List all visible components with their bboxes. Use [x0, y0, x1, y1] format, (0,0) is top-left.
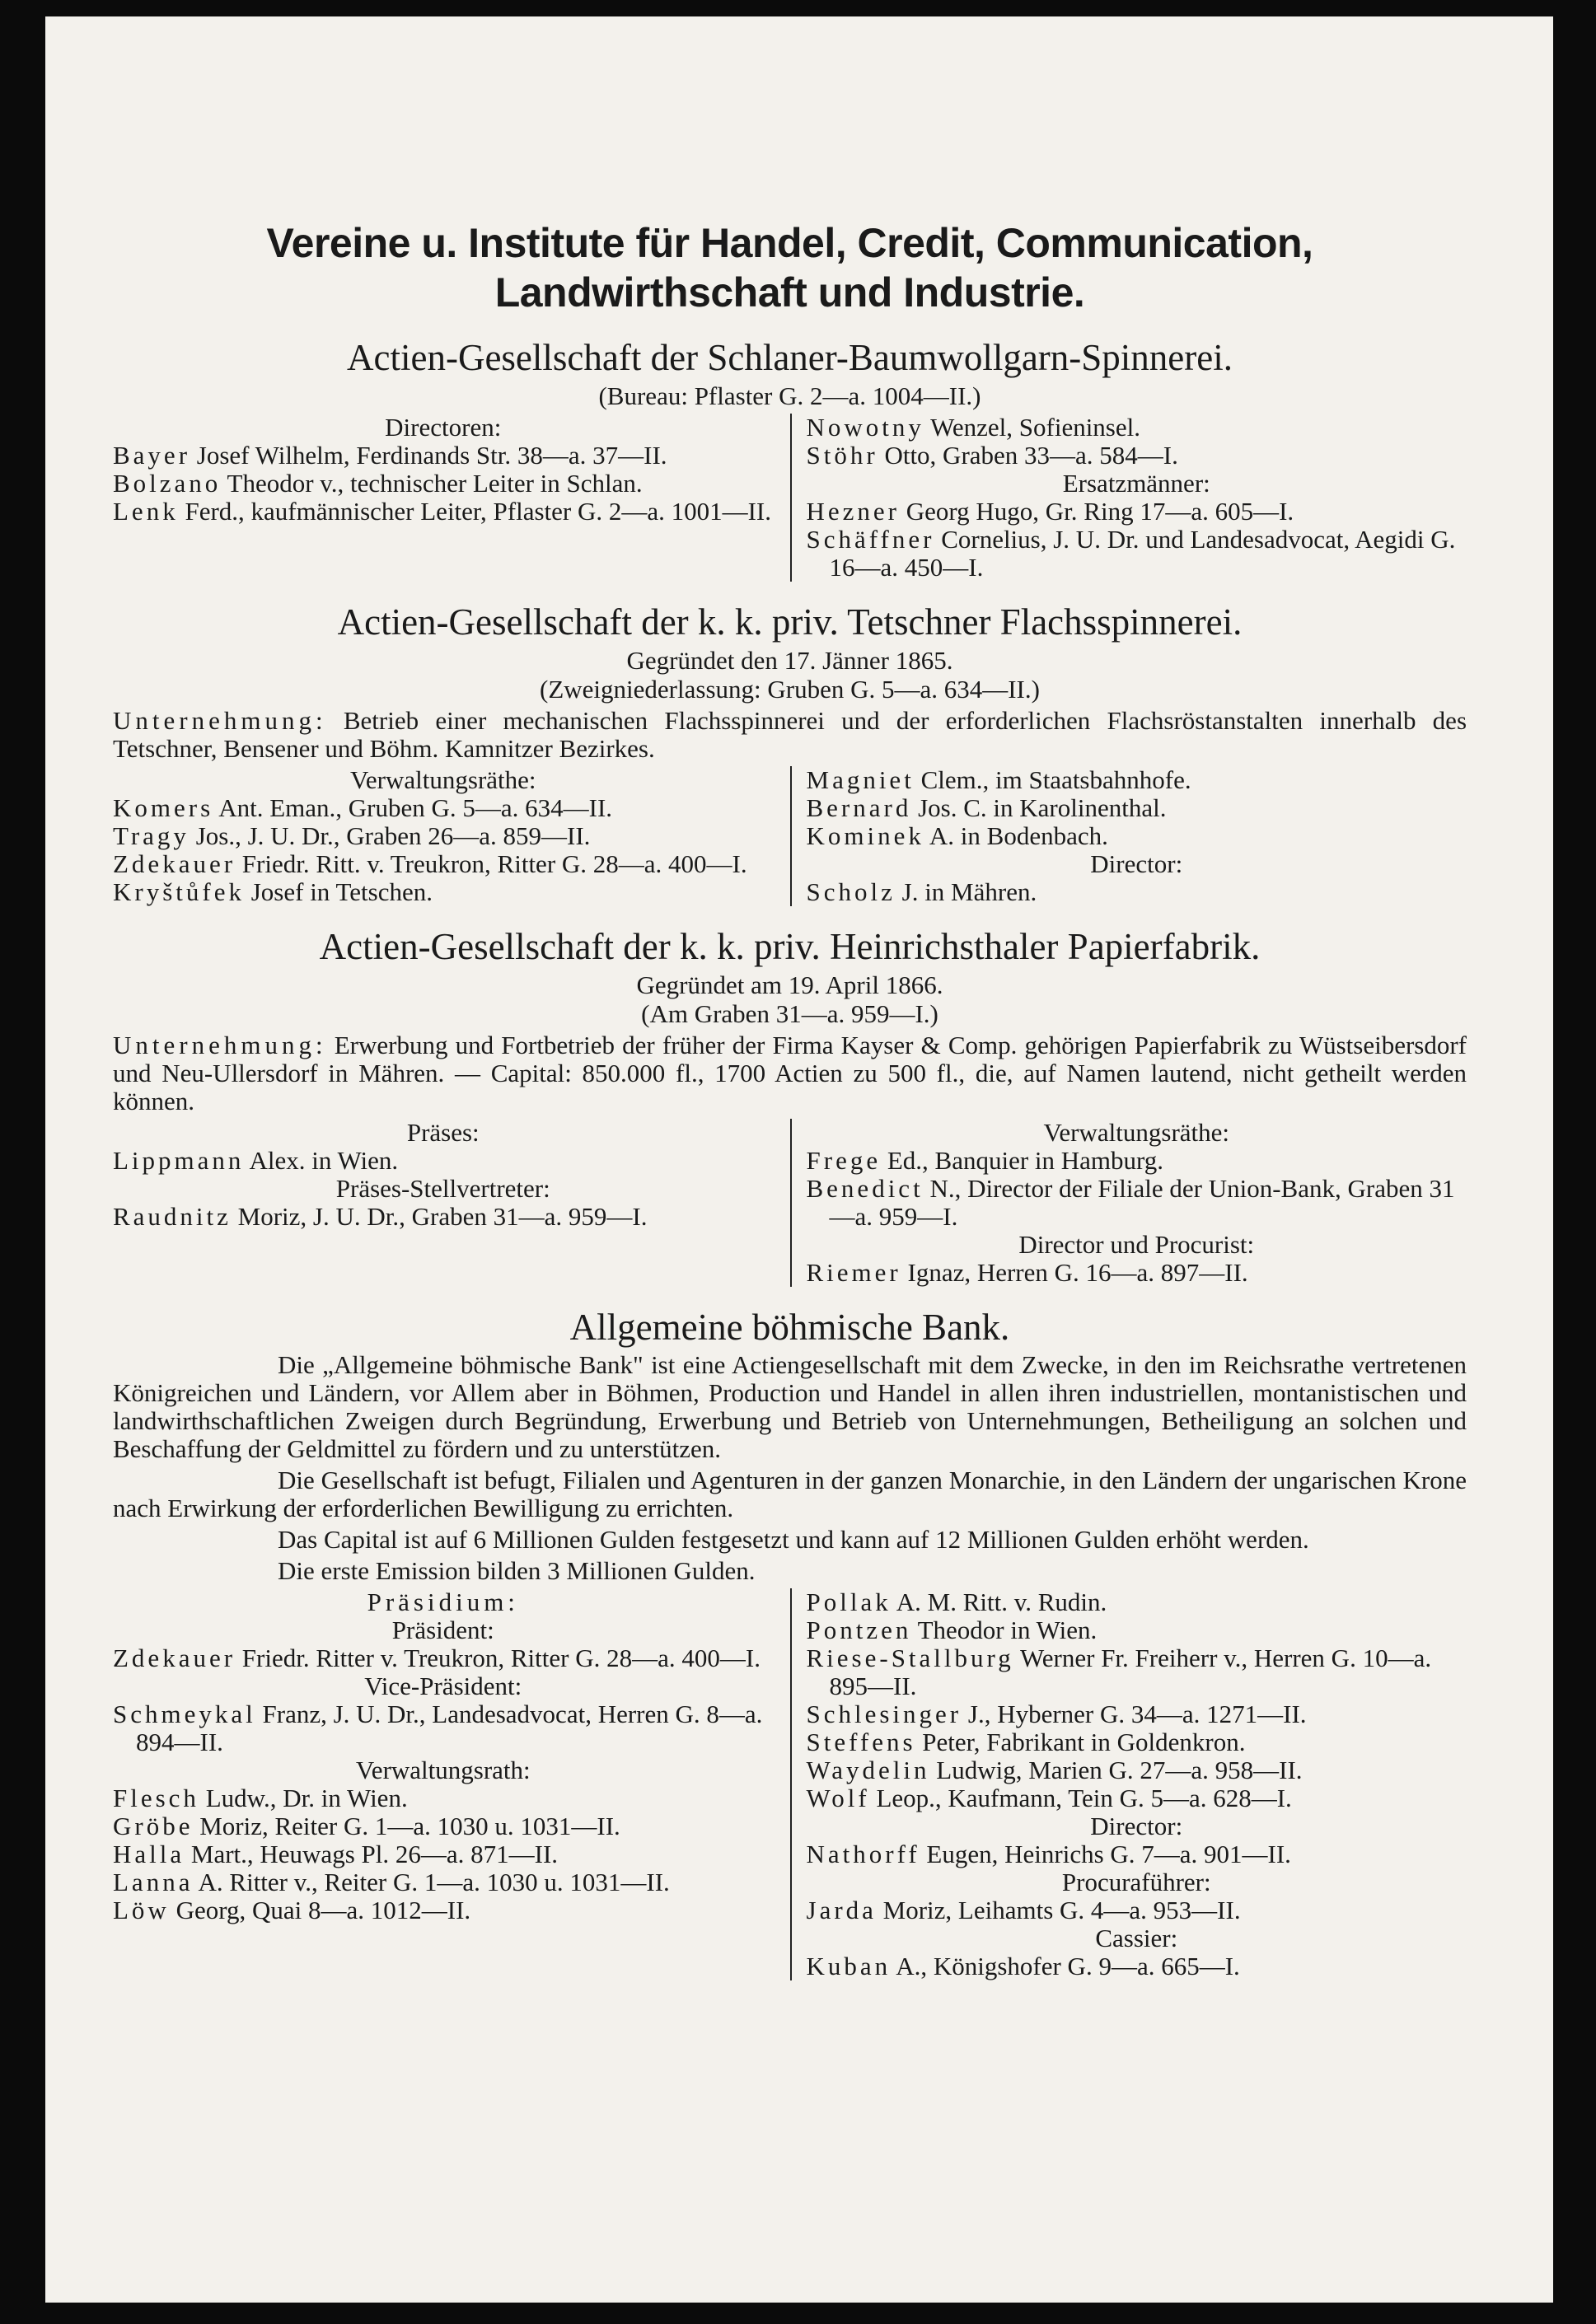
list-item	[113, 1784, 774, 1812]
left-column	[113, 1588, 790, 1980]
list-item	[113, 1896, 774, 1924]
person-details: Clem., im Staatsbahnhofe.	[920, 765, 1191, 794]
person-name: Gröbe	[113, 1812, 194, 1840]
person-details: A. in Bodenbach.	[929, 821, 1108, 850]
list-item	[807, 1588, 1467, 1616]
section-title-bank: Allgemeine böhmische Bank.	[569, 1307, 1010, 1348]
list-item	[807, 1175, 1467, 1231]
list-item	[113, 1700, 774, 1756]
person-details: Ed., Banquier in Hamburg.	[887, 1146, 1164, 1175]
section-title-schlaner: Actien-Gesellschaft der Schlaner-Baumwollgarn-Spinnerei.	[347, 337, 1233, 378]
list-item	[113, 878, 774, 906]
person-name: Magniet	[806, 765, 915, 794]
person-details: Josef Wilhelm, Ferdinands Str. 38—a. 37—II.	[196, 441, 667, 470]
list-item	[807, 822, 1467, 850]
company-address: (Am Graben 31—a. 959—I.)	[641, 999, 938, 1028]
person-name: Tragy	[113, 821, 190, 850]
list-item	[807, 1952, 1467, 1980]
person-details: Otto, Graben 33—a. 584—I.	[884, 441, 1178, 470]
person-name: Bayer	[113, 441, 191, 470]
list-item	[113, 1812, 774, 1840]
section-title-tetschner: Actien-Gesellschaft der k. k. priv. Tetschner Flachsspinnerei.	[337, 601, 1243, 643]
enterprise-paragraph	[113, 1031, 1467, 1115]
person-details: Peter, Fabrikant in Goldenkron.	[922, 1728, 1246, 1756]
list-item	[113, 822, 774, 850]
person-name: Kominek	[806, 821, 924, 850]
list-item	[113, 850, 774, 878]
left-column	[113, 766, 790, 906]
section-columns	[113, 1119, 1467, 1287]
section-columns	[113, 1588, 1467, 1980]
founded-date: Gegründet den 17. Jänner 1865.	[626, 646, 953, 675]
role-heading: Präsident:	[391, 1616, 494, 1644]
list-item	[807, 414, 1467, 442]
list-item	[807, 1616, 1467, 1644]
role-heading: Director:	[1090, 1812, 1183, 1840]
person-name: Bernard	[806, 793, 912, 822]
person-name: Lanna	[113, 1868, 194, 1896]
person-details: Theodor in Wien.	[917, 1616, 1098, 1644]
person-details: Jos. C. in Karolinenthal.	[918, 793, 1167, 822]
role-heading: Ersatzmänner:	[1062, 469, 1210, 498]
list-item	[807, 1728, 1467, 1756]
person-details: Alex. in Wien.	[249, 1146, 399, 1175]
role-heading: Director:	[1090, 849, 1183, 878]
person-details: Moriz, J. U. Dr., Graben 31—a. 959—I.	[237, 1202, 648, 1231]
person-details: N., Director der Filiale der Union-Bank, Graben 31—a. 959—I.	[829, 1174, 1455, 1231]
person-name: Benedict	[806, 1174, 924, 1203]
person-details: Leop., Kaufmann, Tein G. 5—a. 628—I.	[876, 1784, 1292, 1812]
person-name: Steffens	[806, 1728, 916, 1756]
person-name: Bolzano	[113, 469, 222, 498]
person-name: Lenk	[113, 497, 179, 526]
role-heading: Procuraführer:	[1061, 1868, 1211, 1896]
person-details: Moriz, Reiter G. 1—a. 1030 u. 1031—II.	[199, 1812, 620, 1840]
right-column	[790, 414, 1467, 582]
role-heading: Präses-Stellvertreter:	[335, 1174, 550, 1203]
list-item	[807, 498, 1467, 526]
list-item	[807, 1784, 1467, 1812]
person-details: Wenzel, Sofieninsel.	[930, 413, 1140, 442]
right-column	[790, 1119, 1467, 1287]
person-name: Schmeykal	[113, 1700, 256, 1728]
enterprise-label: Unternehmung:	[113, 1031, 327, 1059]
list-item	[113, 442, 774, 470]
list-item	[807, 1896, 1467, 1924]
left-column	[113, 1119, 790, 1287]
person-details: A. M. Ritt. v. Rudin.	[896, 1588, 1107, 1616]
enterprise-text: Betrieb einer mechanischen Flachsspinnerei und der erforderlichen Flachsröstanstalten innerhalb des Tetschner, Bensener und Böhm. Kamnitzer Bezirkes.	[113, 706, 1467, 763]
role-heading: Director und Procurist:	[1018, 1230, 1255, 1259]
person-name: Hezner	[806, 497, 900, 526]
person-details: Theodor v., technischer Leiter in Schlan.	[227, 469, 643, 498]
list-item	[113, 470, 774, 498]
person-name: Riese-Stallburg	[806, 1644, 1014, 1672]
person-details: A. Ritter v., Reiter G. 1—a. 1030 u. 1031—II.	[198, 1868, 670, 1896]
bank-paragraph: Die „Allgemeine böhmische Bank" ist eine Actiengesellschaft mit dem Zwecke, in den im Reichsrathe vertretenen Königreichen und Ländern, vor Allem aber in Böhmen, Production und Handel in allen ihren industriellen, montanistischen und landwirthschaftlichen Zweigen durch Begründung, Erwerbung und Betrieb von Unternehmungen, Betheiligung an solchen und Beschaffung der Geldmittel zu fördern und zu unterstützen.	[113, 1350, 1467, 1463]
role-heading: Verwaltungsräthe:	[1043, 1118, 1230, 1147]
person-name: Lippmann	[113, 1146, 245, 1175]
founded-date: Gegründet am 19. April 1866.	[636, 970, 943, 999]
role-heading: Vice-Präsident:	[364, 1672, 522, 1700]
bank-paragraph: Die erste Emission bilden 3 Millionen Gulden.	[278, 1556, 756, 1585]
section-columns	[113, 414, 1467, 582]
list-item	[807, 1644, 1467, 1700]
list-item	[113, 1868, 774, 1896]
right-column	[790, 766, 1467, 906]
person-details: J., Hyberner G. 34—a. 1271—II.	[967, 1700, 1307, 1728]
person-details: Franz, J. U. Dr., Landesadvocat, Herren G. 8—a. 894—II.	[136, 1700, 763, 1756]
person-name: Nathorff	[806, 1840, 920, 1868]
list-item	[807, 526, 1467, 582]
role-heading: Verwaltungsräthe:	[349, 765, 536, 794]
person-name: Scholz	[806, 877, 896, 906]
person-name: Zdekauer	[113, 849, 236, 878]
section-title-heinrichsthaler: Actien-Gesellschaft der k. k. priv. Heinrichsthaler Papierfabrik.	[319, 926, 1261, 967]
list-item	[807, 442, 1467, 470]
list-item	[807, 1840, 1467, 1868]
section-columns	[113, 766, 1467, 906]
list-item	[113, 1840, 774, 1868]
person-name: Schlesinger	[806, 1700, 962, 1728]
person-details: Georg, Quai 8—a. 1012—II.	[176, 1896, 471, 1924]
list-item	[807, 1259, 1467, 1287]
person-details: Ferd., kaufmännischer Leiter, Pflaster G. 2—a. 1001—II.	[185, 497, 771, 526]
person-details: Ignaz, Herren G. 16—a. 897—II.	[907, 1258, 1248, 1287]
person-details: Josef in Tetschen.	[250, 877, 433, 906]
person-name: Kryštůfek	[113, 877, 245, 906]
person-name: Halla	[113, 1840, 185, 1868]
document-page	[45, 16, 1553, 2303]
section-bureau: (Bureau: Pflaster G. 2—a. 1004—II.)	[598, 381, 981, 410]
person-details: Werner Fr. Freiherr v., Herren G. 10—a. 895—II.	[829, 1644, 1432, 1700]
person-name: Löw	[113, 1896, 170, 1924]
person-name: Jarda	[806, 1896, 877, 1924]
person-details: Eugen, Heinrichs G. 7—a. 901—II.	[926, 1840, 1291, 1868]
bank-paragraph: Die Gesellschaft ist befugt, Filialen und Agenturen in der ganzen Monarchie, in den Ländern der ungarischen Krone nach Erwirkung der erforderlichen Bewilligung zu errichten.	[113, 1466, 1467, 1522]
list-item	[113, 1203, 774, 1231]
person-details: Friedr. Ritt. v. Treukron, Ritter G. 28—a. 400—I.	[241, 849, 747, 878]
list-item	[807, 878, 1467, 906]
page-title: Vereine u. Institute für Handel, Credit, Communication, Landwirthschaft und Industrie.	[266, 220, 1313, 316]
person-name: Nowotny	[806, 413, 924, 442]
person-name: Raudnitz	[113, 1202, 232, 1231]
branch-address: (Zweigniederlassung: Gruben G. 5—a. 634—II.)	[540, 675, 1040, 704]
person-details: Ludw., Dr. in Wien.	[205, 1784, 408, 1812]
person-name: Flesch	[113, 1784, 199, 1812]
list-item	[807, 794, 1467, 822]
person-name: Pontzen	[806, 1616, 912, 1644]
list-item	[807, 1147, 1467, 1175]
role-heading: Cassier:	[1095, 1924, 1178, 1952]
person-details: Ant. Eman., Gruben G. 5—a. 634—II.	[218, 793, 613, 822]
role-heading: Verwaltungsrath:	[355, 1756, 531, 1784]
person-name: Schäffner	[806, 525, 935, 554]
person-details: Friedr. Ritter v. Treukron, Ritter G. 28—a. 400—I.	[241, 1644, 761, 1672]
person-name: Stöhr	[806, 441, 878, 470]
person-name: Riemer	[806, 1258, 901, 1287]
person-name: Frege	[806, 1146, 882, 1175]
list-item	[113, 794, 774, 822]
person-name: Waydelin	[806, 1756, 930, 1784]
person-name: Zdekauer	[113, 1644, 236, 1672]
list-item	[113, 498, 774, 526]
person-name: Komers	[113, 793, 214, 822]
list-item	[807, 1756, 1467, 1784]
enterprise-text: Erwerbung und Fortbetrieb der früher der Firma Kayser & Comp. gehörigen Papierfabrik zu Wüstseibersdorf und Neu-Ullersdorf in Mähren. — Capital: 850.000 fl., 1700 Actien zu 500 fl., die, auf Namen lautend, nicht getheilt werden können.	[113, 1031, 1467, 1115]
person-details: Mart., Heuwags Pl. 26—a. 871—II.	[190, 1840, 559, 1868]
enterprise-label: Unternehmung:	[113, 706, 327, 735]
role-heading: Directoren:	[385, 413, 502, 442]
person-details: Ludwig, Marien G. 27—a. 958—II.	[936, 1756, 1303, 1784]
person-name: Kuban	[806, 1952, 892, 1980]
left-column	[113, 414, 790, 582]
person-details: Cornelius, J. U. Dr. und Landesadvocat, Aegidi G. 16—a. 450—I.	[829, 525, 1456, 582]
person-details: Jos., J. U. Dr., Graben 26—a. 859—II.	[195, 821, 591, 850]
person-details: A., Königshofer G. 9—a. 665—I.	[896, 1952, 1240, 1980]
person-name: Pollak	[806, 1588, 892, 1616]
role-heading: Präsidium:	[367, 1588, 519, 1616]
person-name: Wolf	[806, 1784, 870, 1812]
right-column	[790, 1588, 1467, 1980]
person-details: Moriz, Leihamts G. 4—a. 953—II.	[882, 1896, 1241, 1924]
bank-paragraph: Das Capital ist auf 6 Millionen Gulden festgesetzt und kann auf 12 Millionen Gulden erhöht werden.	[278, 1525, 1309, 1554]
person-details: Georg Hugo, Gr. Ring 17—a. 605—I.	[906, 497, 1294, 526]
list-item	[113, 1147, 774, 1175]
list-item	[807, 1700, 1467, 1728]
list-item	[113, 1644, 774, 1672]
role-heading: Präses:	[406, 1118, 480, 1147]
list-item	[807, 766, 1467, 794]
enterprise-paragraph	[113, 707, 1467, 763]
person-details: J. in Mähren.	[901, 877, 1037, 906]
